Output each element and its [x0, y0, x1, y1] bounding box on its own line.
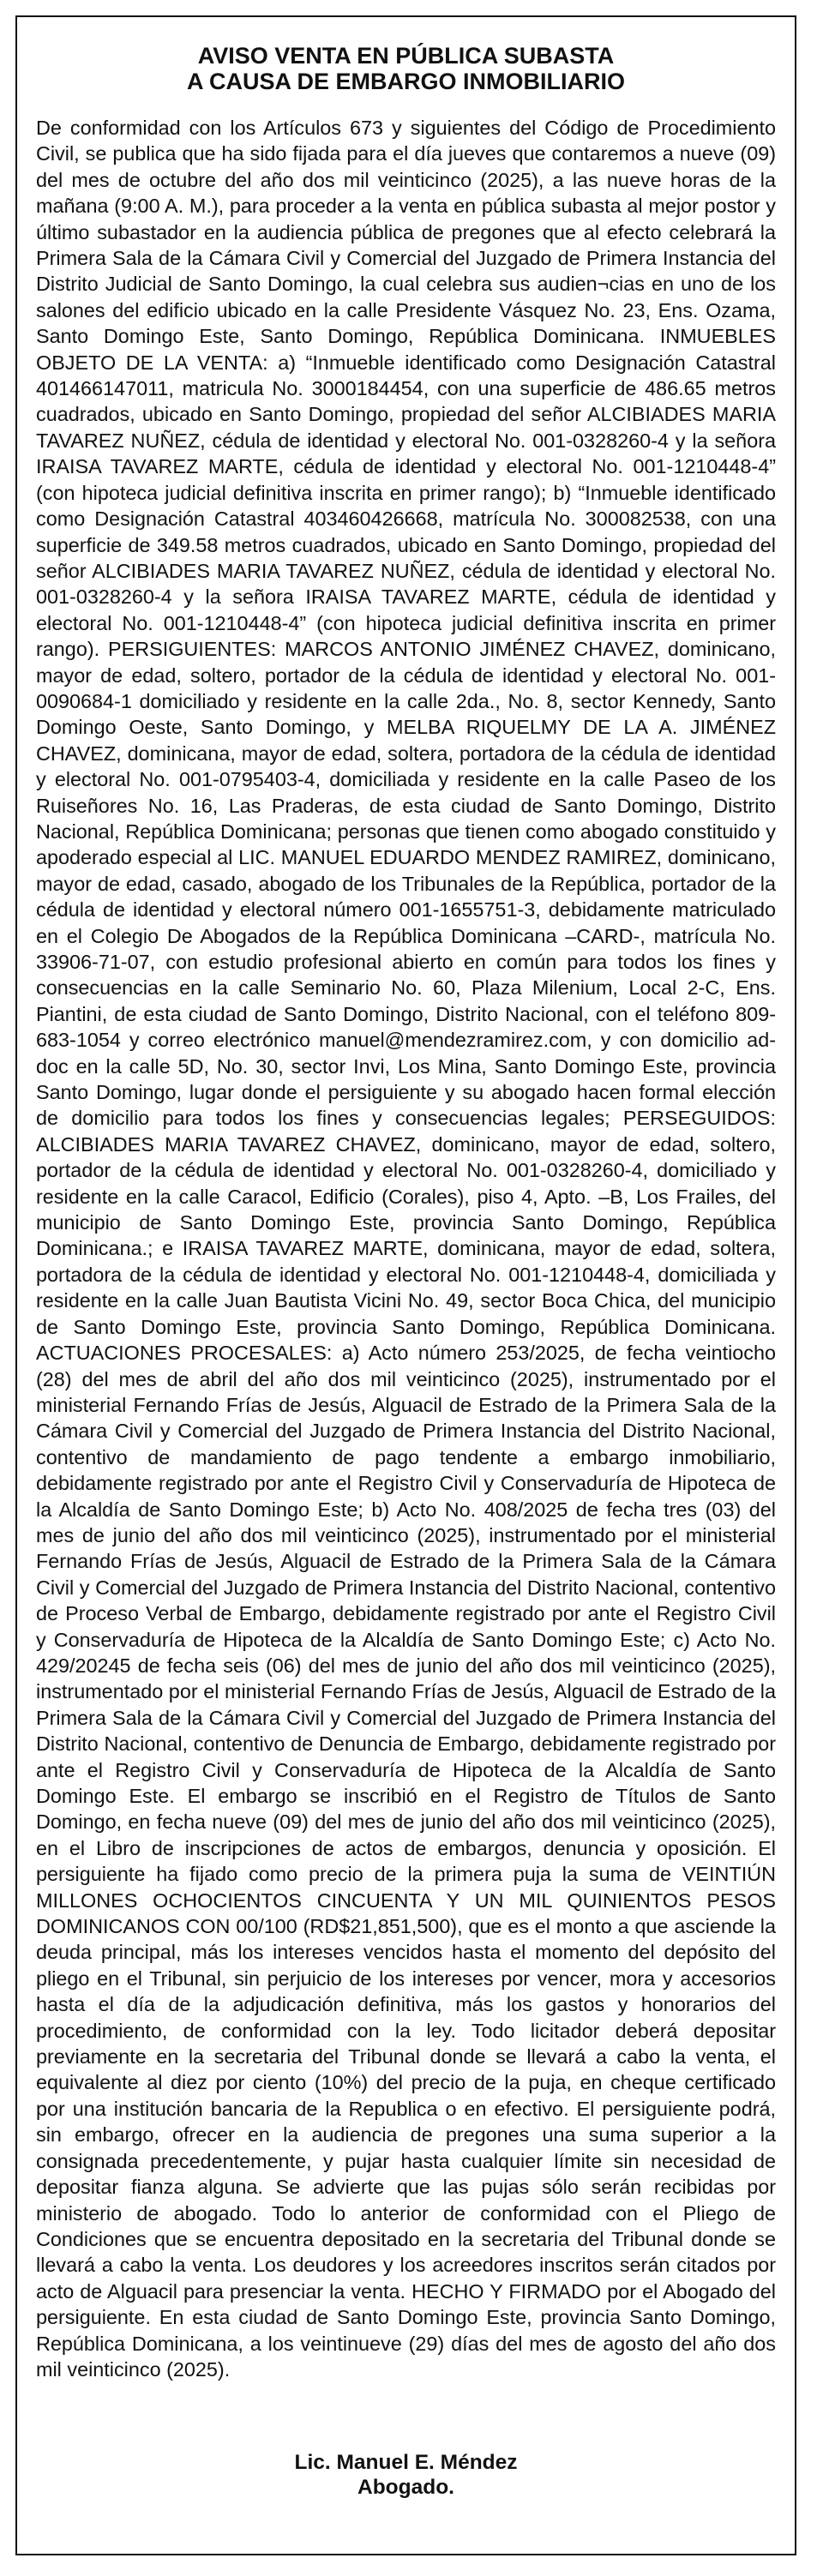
signature-name: Lic. Manuel E. Méndez	[294, 2451, 518, 2474]
title-line-1: AVISO VENTA EN PÚBLICA SUBASTA	[197, 43, 615, 69]
notice-frame	[15, 15, 796, 2555]
signature-role: Abogado.	[357, 2476, 454, 2499]
notice-content	[36, 43, 776, 2382]
notice-body: De conformidad con los Artículos 673 y siguientes del Código de Procedimiento Civil, se publica que ha sido fijada para el día jueves que contaremos a nueve (09) del mes de octubre del año dos mil veinticinco (2025), a las nueve horas de la mañana (9:00 A. M.), para proceder a la venta en pública subasta al mejor postor y último subastador en la audiencia pública de pregones que al efecto celebrará la Primera Sala de la Cámara Civil y Comercial del Juzgado de Primera Instancia del Distrito Judicial de Santo Domingo, la cual celebra sus audien¬cias en uno de los salones del edificio ubicado en la calle Presidente Vásquez No. 23, Ens. Ozama, Santo Domingo Este, Santo Domingo, República Dominicana. INMUEBLES OBJETO DE LA VENTA: a) “Inmueble identificado como Designación Catastral 401466147011, matricula No. 3000184454, con una superficie de 486.65 metros cuadrados, ubicado en Santo Domingo, propiedad del señor ALCIBIADES MARIA TAVAREZ NUÑEZ, cédula de identidad y electoral No. 001-0328260-4 y la señora IRAISA TAVAREZ MARTE, cédula de identidad y electoral No. 001-1210448-4” (con hipoteca judicial definitiva inscrita en primer rango); b) “Inmueble identificado como Designación Catastral 403460426668, matrícula No. 300082538, con una superficie de 349.58 metros cuadrados, ubicado en Santo Domingo, propiedad del señor ALCIBIADES MARIA TAVAREZ NUÑEZ, cédula de identidad y electoral No. 001-0328260-4 y la señora IRAISA TAVAREZ MARTE, cédula de identidad y electoral No. 001-1210448-4” (con hipoteca judicial definitiva inscrita en primer rango). PERSIGUIENTES: MARCOS ANTONIO JIMÉNEZ CHAVEZ, dominicano, mayor de edad, soltero, portador de la cédula de identidad y electoral No. 001-0090684-1 domiciliado y residente en la calle 2da., No. 8, sector Kennedy, Santo Domingo Oeste, Santo Domingo, y MELBA RIQUELMY DE LA A. JIMÉNEZ CHAVEZ, dominicana, mayor de edad, soltera, portadora de la cédula de identidad y electoral No. 001-0795403-4, domiciliada y residente en la calle Paseo de los Ruiseñores No. 16, Las Praderas, de esta ciudad de Santo Domingo, Distrito Nacional, República Dominicana; personas que tienen como abogado constituido y apoderado especial al LIC. MANUEL EDUARDO MENDEZ RAMIREZ, dominicano, mayor de edad, casado, abogado de los Tribunales de la República, portador de la cédula de identidad y electoral número 001-1655751-3, debidamente matriculado en el Colegio De Abogados de la República Dominicana –CARD-, matrícula No. 33906-71-07, con estudio profesional abierto en común para todos los fines y consecuencias en la calle Seminario No. 60, Plaza Milenium, Local 2-C, Ens. Piantini, de esta ciudad de Santo Domingo, Distrito Nacional, con el teléfono 809-683-1054 y correo electrónico manuel@mendezramirez.com, y con domicilio ad-doc en la calle 5D, No. 30, sector Invi, Los Mina, Santo Domingo Este, provincia Santo Domingo, lugar donde el persiguiente y su abogado hacen formal elección de domicilio para todos los fines y consecuencias legales; PERSEGUIDOS: ALCIBIADES MARIA TAVAREZ CHAVEZ, dominicano, mayor de edad, soltero, portador de la cédula de identidad y electoral No. 001-0328260-4, domiciliado y residente en la calle Caracol, Edificio (Corales), piso 4, Apto. –B, Los Frailes, del municipio de Santo Domingo Este, provincia Santo Domingo, República Dominicana.; e IRAISA TAVAREZ MARTE, dominicana, mayor de edad, soltera, portadora de la cédula de identidad y electoral No. 001-1210448-4, domiciliada y residente en la calle Juan Bautista Vicini No. 49, sector Boca Chica, del municipio de Santo Domingo Este, provincia Santo Domingo, República Dominicana. ACTUACIONES PROCESALES: a) Acto número 253/2025, de fecha veintiocho (28) del mes de abril del año dos mil veinticinco (2025), instrumentado por el ministerial Fernando Frías de Jesús, Alguacil de Estrado de la Primera Sala de la Cámara Civil y Comercial del Juzgado de Primera Instancia del Distrito Nacional, contentivo de mandamiento de pago tendente a embargo inmobiliario, debidamente registrado por ante el Registro Civil y Conservaduría de Hipoteca de la Alcaldía de Santo Domingo Este; b) Acto No. 408/2025 de fecha tres (03) del mes de junio del año dos mil veinticinco (2025), instrumentado por el ministerial Fernando Frías de Jesús, Alguacil de Estrado de la Primera Sala de la Cámara Civil y Comercial del Juzgado de Primera Instancia del Distrito Nacional, contentivo de Proceso Verbal de Embargo, debidamente registrado por ante el Registro Civil y Conservaduría de Hipoteca de la Alcaldía de Santo Domingo Este; c) Acto No. 429/20245 de fecha seis (06) del mes de junio del año dos mil veinticinco (2025), instrumentado por el ministerial Fernando Frías de Jesús, Alguacil de Estrado de la Primera Sala de la Cámara Civil y Comercial del Juzgado de Primera Instancia del Distrito Nacional, contentivo de Denuncia de Embargo, debidamente registrado por ante el Registro Civil y Conservaduría de Hipoteca de la Alcaldía de Santo Domingo Este. El embargo se inscribió en el Registro de Títulos de Santo Domingo, en fecha nueve (09) del mes de junio del año dos mil veinticinco (2025), en el Libro de inscripciones de actos de embargos, denuncia y oposición. El persiguiente ha fijado como precio de la primera puja la suma de VEINTIÚN MILLONES OCHOCIENTOS CINCUENTA Y UN MIL QUINIENTOS PESOS DOMINICANOS CON 00/100 (RD$21,851,500), que es el monto a que asciende la deuda principal, más los intereses vencidos hasta el momento del depósito del pliego en el Tribunal, sin perjuicio de los intereses por vencer, mora y accesorios hasta el día de la adjudicación definitiva, más los gastos y honorarios del procedimiento, de conformidad con la ley. Todo licitador deberá depositar previamente en la secretaria del Tribunal donde se llevará a cabo la venta, el equivalente al diez por ciento (10%) del precio de la puja, en cheque certificado por una institución bancaria de la Republica o en efectivo. El persiguiente podrá, sin embargo, ofrecer en la audiencia de pregones una suma superior a la consignada precedentemente, y pujar hasta cualquier límite sin necesidad de depositar fianza alguna. Se advierte que las pujas sólo serán recibidas por ministerio de abogado. Todo lo anterior de conformidad con el Pliego de Condiciones que se encuentra depositado en la secretaria del Tribunal donde se llevará a cabo la venta. Los deudores y los acreedores inscritos serán citados por acto de Alguacil para presenciar la venta. HECHO Y FIRMADO por el Abogado del persiguiente. En esta ciudad de Santo Domingo Este, provincia Santo Domingo, República Dominicana, a los veintinueve (29) días del mes de agosto del año dos mil veinticinco (2025).	[36, 117, 776, 2381]
notice-title	[36, 43, 776, 94]
title-line-2: A CAUSA DE EMBARGO INMOBILIARIO	[187, 69, 625, 94]
signature-block	[17, 2450, 795, 2500]
